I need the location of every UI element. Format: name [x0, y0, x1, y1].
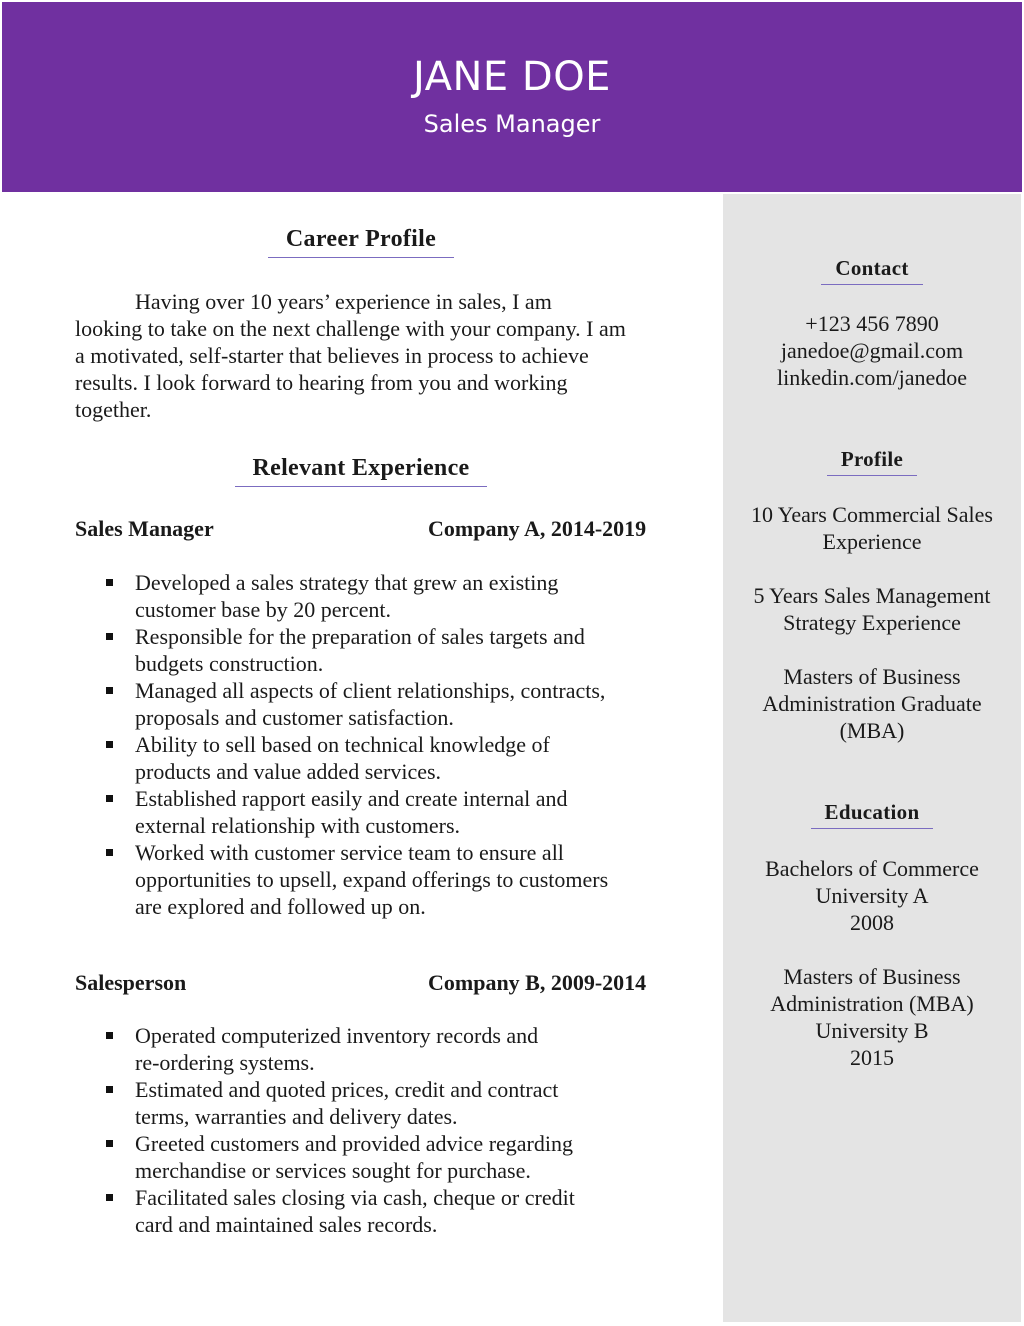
- candidate-name: JANE DOE: [413, 54, 611, 100]
- career-profile-heading: Career Profile: [0, 226, 722, 258]
- profile-line: Having over 10 years’ experience in sales, I am: [135, 289, 552, 314]
- contact-email: janedoe@gmail.com: [780, 338, 964, 363]
- job-bullets: [75, 1022, 675, 1238]
- contact-phone: +123 456 7890: [805, 311, 939, 336]
- profile-line: results. I look forward to hearing from you and working: [75, 370, 568, 395]
- education-item: Bachelors of Commerce University A 2008: [765, 856, 979, 935]
- job-company: Company A, 2014-2019: [428, 516, 647, 541]
- profile-line: together.: [75, 397, 152, 422]
- bullet-item: Established rapport easily and create internal and external relationship with customers.: [75, 785, 675, 839]
- education-heading: Education: [723, 800, 1021, 829]
- sidebar: [723, 194, 1021, 1322]
- header-banner: [2, 2, 1022, 192]
- contact-heading: Contact: [723, 256, 1021, 285]
- job-title: Salesperson: [75, 970, 187, 995]
- bullet-item: Facilitated sales closing via cash, cheque or credit card and maintained sales records.: [75, 1184, 675, 1238]
- profile-item: 10 Years Commercial Sales Experience: [751, 502, 993, 554]
- bullet-item: Ability to sell based on technical knowledge of products and value added services.: [75, 731, 675, 785]
- bullet-item: Developed a sales strategy that grew an existing customer base by 20 percent.: [75, 569, 675, 623]
- profile-item: Masters of Business Administration Graduate (MBA): [762, 664, 982, 743]
- bullet-item: Estimated and quoted prices, credit and contract terms, warranties and delivery dates.: [75, 1076, 675, 1130]
- job-company: Company B, 2009-2014: [428, 970, 647, 995]
- bullet-item: Worked with customer service team to ensure all opportunities to upsell, expand offerings to customers are explored and followed up on.: [75, 839, 675, 920]
- education-item: Masters of Business Administration (MBA) University B 2015: [770, 964, 974, 1070]
- contact-block: [723, 310, 1021, 391]
- profile-heading: Profile: [723, 447, 1021, 476]
- candidate-title: Sales Manager: [423, 110, 601, 138]
- profile-item: 5 Years Sales Management Strategy Experience: [753, 583, 991, 635]
- career-profile-text: [75, 288, 710, 423]
- job-bullets: [75, 569, 675, 920]
- bullet-item: Greeted customers and provided advice regarding merchandise or services sought for purchase.: [75, 1130, 675, 1184]
- contact-linkedin: linkedin.com/janedoe: [777, 365, 967, 390]
- profile-line: a motivated, self-starter that believes in process to achieve: [75, 343, 589, 368]
- bullet-item: Operated computerized inventory records and re-ordering systems.: [75, 1022, 675, 1076]
- job-title: Sales Manager: [75, 516, 214, 541]
- bullet-item: Managed all aspects of client relationships, contracts, proposals and customer satisfaction.: [75, 677, 675, 731]
- bullet-item: Responsible for the preparation of sales targets and budgets construction.: [75, 623, 675, 677]
- profile-line: looking to take on the next challenge with your company. I am: [75, 316, 626, 341]
- experience-heading: Relevant Experience: [0, 455, 722, 487]
